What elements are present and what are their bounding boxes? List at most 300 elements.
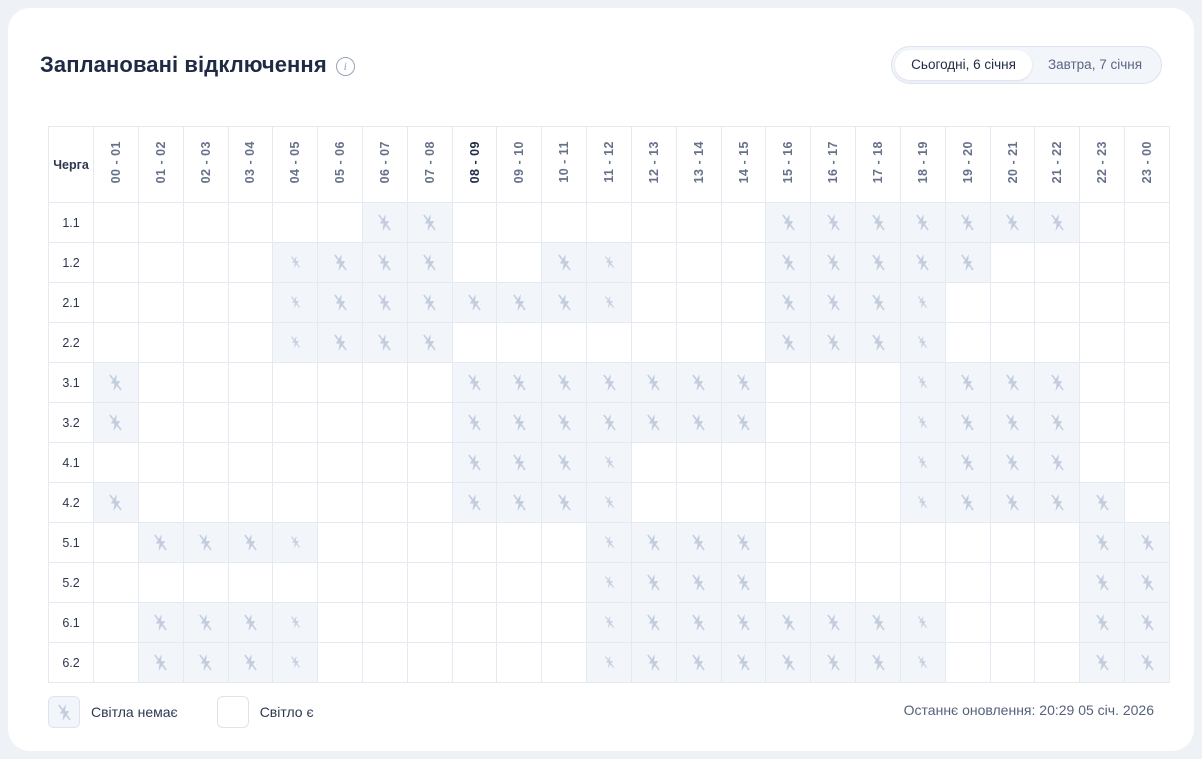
cell-outage — [542, 443, 587, 483]
tab-tomorrow[interactable]: Завтра, 7 січня — [1047, 57, 1142, 72]
cell-power — [1125, 443, 1170, 483]
table-head — [49, 127, 1170, 203]
cell-outage — [990, 203, 1035, 243]
legend-on-swatch — [217, 696, 249, 728]
cell-outage — [228, 603, 273, 643]
cell-power — [138, 323, 183, 363]
bolt-off-icon — [871, 333, 886, 352]
bolt-off-icon — [960, 373, 975, 392]
cell-power — [363, 403, 408, 443]
bolt-off-icon — [604, 655, 615, 669]
bolt-off-icon — [646, 373, 661, 392]
bolt-off-icon — [604, 575, 615, 589]
queue-label: 6.2 — [49, 643, 94, 683]
cell-power — [766, 403, 811, 443]
bolt-off-icon — [153, 613, 168, 632]
legend — [48, 696, 342, 728]
bolt-off-icon — [512, 413, 527, 432]
cell-outage — [900, 643, 945, 683]
cell-outage — [407, 243, 452, 283]
cell-outage — [138, 523, 183, 563]
cell-power — [721, 243, 766, 283]
bolt-off-icon — [917, 495, 928, 509]
bolt-off-icon — [691, 653, 706, 672]
cell-outage — [945, 243, 990, 283]
cell-outage — [587, 243, 632, 283]
cell-power — [631, 243, 676, 283]
hour-header-label: 22 - 23 — [1095, 140, 1110, 184]
cell-power — [1035, 243, 1080, 283]
cell-outage — [811, 643, 856, 683]
hour-header — [497, 127, 542, 203]
cell-power — [1035, 323, 1080, 363]
cell-power — [1125, 243, 1170, 283]
bolt-off-icon — [604, 495, 615, 509]
cell-power — [676, 243, 721, 283]
cell-power — [542, 523, 587, 563]
bolt-off-icon — [243, 613, 258, 632]
cell-outage — [273, 323, 318, 363]
cell-outage — [452, 443, 497, 483]
cell-power — [318, 443, 363, 483]
hour-header — [766, 127, 811, 203]
bolt-off-icon — [512, 493, 527, 512]
cell-power — [990, 243, 1035, 283]
hour-header — [945, 127, 990, 203]
bolt-off-icon — [557, 413, 572, 432]
cell-power — [542, 203, 587, 243]
cell-outage — [183, 603, 228, 643]
bolt-off-icon — [1050, 373, 1065, 392]
cell-power — [363, 443, 408, 483]
cell-outage — [900, 243, 945, 283]
table-row — [49, 523, 1170, 563]
cell-power — [945, 563, 990, 603]
hour-header-label: 03 - 04 — [243, 140, 258, 184]
cell-power — [228, 203, 273, 243]
cell-power — [1125, 283, 1170, 323]
bolt-off-icon — [691, 533, 706, 552]
info-icon[interactable]: i — [336, 57, 355, 76]
bolt-off-icon — [512, 373, 527, 392]
bolt-off-icon — [467, 373, 482, 392]
cell-power — [721, 483, 766, 523]
cell-power — [497, 323, 542, 363]
cell-power — [990, 643, 1035, 683]
cell-power — [990, 523, 1035, 563]
cell-outage — [542, 363, 587, 403]
cell-power — [1035, 563, 1080, 603]
cell-power — [94, 603, 139, 643]
cell-power — [407, 363, 452, 403]
cell-power — [766, 443, 811, 483]
cell-outage — [1080, 523, 1125, 563]
cell-power — [631, 323, 676, 363]
bolt-off-icon — [960, 413, 975, 432]
hour-header — [183, 127, 228, 203]
cell-power — [1080, 203, 1125, 243]
cell-power — [676, 323, 721, 363]
bolt-off-icon — [512, 293, 527, 312]
cell-power — [497, 243, 542, 283]
cell-outage — [721, 643, 766, 683]
cell-outage — [721, 363, 766, 403]
bolt-off-icon — [917, 375, 928, 389]
bolt-off-icon — [557, 293, 572, 312]
queue-label: 2.1 — [49, 283, 94, 323]
hour-header-label: 16 - 17 — [826, 140, 841, 184]
hour-header — [1035, 127, 1080, 203]
title-group — [40, 52, 355, 78]
hour-header-label: 12 - 13 — [646, 140, 661, 184]
cell-power — [183, 483, 228, 523]
bolt-off-icon — [736, 533, 751, 552]
cell-power — [945, 523, 990, 563]
bolt-off-icon — [1050, 213, 1065, 232]
cell-outage — [676, 363, 721, 403]
queue-label: 1.1 — [49, 203, 94, 243]
cell-outage — [318, 283, 363, 323]
cell-outage — [228, 643, 273, 683]
cell-outage — [676, 603, 721, 643]
cell-power — [676, 283, 721, 323]
schedule-grid — [48, 126, 1170, 683]
hour-header-label: 06 - 07 — [377, 140, 392, 184]
queue-label: 3.2 — [49, 403, 94, 443]
bolt-off-icon — [108, 373, 123, 392]
cell-power — [856, 523, 901, 563]
bolt-off-icon — [960, 253, 975, 272]
day-toggle[interactable] — [891, 46, 1162, 84]
cell-power — [1035, 283, 1080, 323]
cell-power — [183, 283, 228, 323]
legend-off-label: Світла немає — [91, 704, 178, 720]
table-row — [49, 403, 1170, 443]
cell-power — [1080, 283, 1125, 323]
bolt-off-icon — [290, 655, 301, 669]
cell-power — [363, 603, 408, 643]
cell-power — [1080, 403, 1125, 443]
cell-outage — [766, 603, 811, 643]
cell-outage — [676, 643, 721, 683]
bolt-off-icon — [557, 373, 572, 392]
bolt-off-icon — [1140, 533, 1155, 552]
cell-outage — [900, 443, 945, 483]
cell-power — [138, 363, 183, 403]
bolt-off-icon — [467, 453, 482, 472]
page-title: Заплановані відключення — [40, 52, 327, 77]
bolt-off-icon — [917, 655, 928, 669]
bolt-off-icon — [826, 253, 841, 272]
cell-outage — [900, 603, 945, 643]
cell-power — [900, 523, 945, 563]
bolt-off-icon — [691, 373, 706, 392]
cell-outage — [766, 203, 811, 243]
hour-header — [363, 127, 408, 203]
cell-outage — [900, 283, 945, 323]
hour-header — [228, 127, 273, 203]
cell-power — [452, 323, 497, 363]
hour-header — [990, 127, 1035, 203]
hour-header-label: 23 - 00 — [1140, 140, 1155, 184]
bolt-off-icon — [198, 613, 213, 632]
bolt-off-icon — [198, 533, 213, 552]
cell-outage — [631, 363, 676, 403]
cell-power — [94, 643, 139, 683]
cell-power — [497, 643, 542, 683]
cell-power — [363, 483, 408, 523]
bolt-off-icon — [467, 493, 482, 512]
cell-power — [273, 443, 318, 483]
bolt-off-icon — [826, 213, 841, 232]
bolt-off-icon — [290, 615, 301, 629]
cell-outage — [273, 603, 318, 643]
cell-outage — [407, 203, 452, 243]
cell-power — [228, 323, 273, 363]
cell-outage — [497, 363, 542, 403]
hour-header-label: 00 - 01 — [108, 140, 123, 184]
hour-header-label: 10 - 11 — [557, 141, 572, 183]
cell-outage — [900, 203, 945, 243]
bolt-off-icon — [871, 653, 886, 672]
bolt-off-icon — [691, 573, 706, 592]
bolt-off-icon — [422, 333, 437, 352]
cell-power — [407, 483, 452, 523]
cell-outage — [497, 283, 542, 323]
bolt-off-icon — [604, 615, 615, 629]
bolt-off-icon — [646, 613, 661, 632]
table-row — [49, 203, 1170, 243]
hour-header-label: 08 - 09 — [467, 140, 482, 184]
cell-outage — [990, 363, 1035, 403]
cell-outage — [407, 323, 452, 363]
cell-power — [183, 243, 228, 283]
cell-outage — [676, 403, 721, 443]
cell-outage — [1125, 563, 1170, 603]
cell-outage — [945, 483, 990, 523]
cell-outage — [228, 523, 273, 563]
hour-header-label: 02 - 03 — [198, 140, 213, 184]
cell-outage — [631, 603, 676, 643]
table-row — [49, 283, 1170, 323]
cell-outage — [183, 523, 228, 563]
cell-outage — [900, 363, 945, 403]
hour-header — [94, 127, 139, 203]
cell-outage — [587, 283, 632, 323]
cell-outage — [1035, 363, 1080, 403]
bolt-off-icon — [467, 413, 482, 432]
bolt-off-icon — [871, 253, 886, 272]
cell-outage — [452, 283, 497, 323]
cell-power — [138, 283, 183, 323]
hour-header-label: 14 - 15 — [736, 140, 751, 184]
cell-outage — [856, 203, 901, 243]
bolt-off-icon — [602, 373, 617, 392]
bolt-off-icon — [57, 703, 72, 722]
cell-outage — [542, 403, 587, 443]
cell-power — [318, 603, 363, 643]
cell-power — [811, 563, 856, 603]
cell-power — [183, 443, 228, 483]
hour-header — [1080, 127, 1125, 203]
cell-power — [945, 283, 990, 323]
cell-power — [452, 523, 497, 563]
tab-today[interactable]: Сьогодні, 6 січня — [895, 50, 1032, 80]
bolt-off-icon — [467, 293, 482, 312]
cell-power — [990, 283, 1035, 323]
bolt-off-icon — [377, 213, 392, 232]
cell-power — [318, 643, 363, 683]
cell-power — [721, 203, 766, 243]
cell-power — [497, 523, 542, 563]
cell-power — [856, 483, 901, 523]
bolt-off-icon — [1005, 493, 1020, 512]
cell-power — [1035, 603, 1080, 643]
cell-power — [94, 563, 139, 603]
bolt-off-icon — [1140, 613, 1155, 632]
cell-outage — [766, 283, 811, 323]
cell-power — [766, 483, 811, 523]
cell-power — [228, 283, 273, 323]
cell-outage — [945, 403, 990, 443]
bolt-off-icon — [646, 533, 661, 552]
cell-power — [228, 363, 273, 403]
bolt-off-icon — [377, 293, 392, 312]
cell-power — [587, 203, 632, 243]
cell-power — [318, 403, 363, 443]
cell-outage — [766, 243, 811, 283]
bolt-off-icon — [1140, 653, 1155, 672]
cell-power — [811, 483, 856, 523]
bolt-off-icon — [917, 335, 928, 349]
cell-power — [228, 563, 273, 603]
bolt-off-icon — [646, 653, 661, 672]
bolt-off-icon — [153, 533, 168, 552]
bolt-off-icon — [422, 213, 437, 232]
bolt-off-icon — [826, 293, 841, 312]
cell-outage — [497, 403, 542, 443]
cell-outage — [452, 363, 497, 403]
hour-header — [407, 127, 452, 203]
cell-outage — [94, 403, 139, 443]
cell-power — [811, 443, 856, 483]
bolt-off-icon — [604, 535, 615, 549]
bolt-off-icon — [781, 253, 796, 272]
bolt-off-icon — [557, 493, 572, 512]
table-row — [49, 643, 1170, 683]
hour-header — [676, 127, 721, 203]
cell-power — [1125, 323, 1170, 363]
cell-outage — [856, 643, 901, 683]
cell-power — [138, 203, 183, 243]
cell-outage — [273, 643, 318, 683]
bolt-off-icon — [512, 453, 527, 472]
cell-outage — [721, 563, 766, 603]
table-row — [49, 563, 1170, 603]
cell-outage — [587, 483, 632, 523]
bolt-off-icon — [781, 213, 796, 232]
cell-power — [811, 363, 856, 403]
hour-header — [811, 127, 856, 203]
bolt-off-icon — [108, 413, 123, 432]
cell-outage — [587, 443, 632, 483]
cell-power — [407, 603, 452, 643]
cell-outage — [138, 643, 183, 683]
cell-outage — [273, 243, 318, 283]
cell-power — [452, 243, 497, 283]
cell-power — [766, 563, 811, 603]
bolt-off-icon — [1050, 413, 1065, 432]
hour-header-label: 05 - 06 — [333, 140, 348, 184]
cell-power — [94, 323, 139, 363]
bolt-off-icon — [915, 253, 930, 272]
bolt-off-icon — [736, 613, 751, 632]
cell-outage — [811, 203, 856, 243]
cell-power — [497, 563, 542, 603]
bolt-off-icon — [1005, 453, 1020, 472]
hour-header-label: 17 - 18 — [871, 140, 886, 184]
hour-header — [138, 127, 183, 203]
hour-header — [1125, 127, 1170, 203]
cell-power — [228, 243, 273, 283]
bolt-off-icon — [960, 493, 975, 512]
cell-power — [94, 203, 139, 243]
bolt-off-icon — [1050, 493, 1065, 512]
cell-power — [542, 643, 587, 683]
hour-header-label: 11 - 12 — [602, 141, 617, 183]
bolt-off-icon — [1095, 533, 1110, 552]
bolt-off-icon — [1005, 213, 1020, 232]
cell-power — [542, 603, 587, 643]
cell-outage — [1080, 563, 1125, 603]
bolt-off-icon — [108, 493, 123, 512]
cell-power — [407, 563, 452, 603]
cell-power — [1125, 403, 1170, 443]
queue-label: 6.1 — [49, 603, 94, 643]
cell-power — [183, 323, 228, 363]
bolt-off-icon — [243, 653, 258, 672]
bolt-off-icon — [781, 333, 796, 352]
hour-header-label: 07 - 08 — [422, 140, 437, 184]
bolt-off-icon — [917, 295, 928, 309]
cell-outage — [811, 323, 856, 363]
cell-power — [407, 403, 452, 443]
cell-outage — [587, 363, 632, 403]
bolt-off-icon — [1140, 573, 1155, 592]
cell-outage — [587, 563, 632, 603]
schedule-table — [48, 126, 1170, 683]
bolt-off-icon — [198, 653, 213, 672]
cell-outage — [721, 403, 766, 443]
bolt-off-icon — [960, 213, 975, 232]
table-header-row — [49, 127, 1170, 203]
cell-power — [452, 603, 497, 643]
cell-power — [138, 563, 183, 603]
bolt-off-icon — [377, 253, 392, 272]
cell-outage — [363, 203, 408, 243]
cell-outage — [766, 643, 811, 683]
queue-label: 2.2 — [49, 323, 94, 363]
cell-power — [856, 443, 901, 483]
cell-outage — [1080, 483, 1125, 523]
cell-power — [407, 523, 452, 563]
bolt-off-icon — [1005, 373, 1020, 392]
hour-header-label: 15 - 16 — [781, 140, 796, 184]
cell-power — [587, 323, 632, 363]
cell-outage — [990, 483, 1035, 523]
header-queue-label: Черга — [49, 127, 94, 203]
bolt-off-icon — [826, 613, 841, 632]
